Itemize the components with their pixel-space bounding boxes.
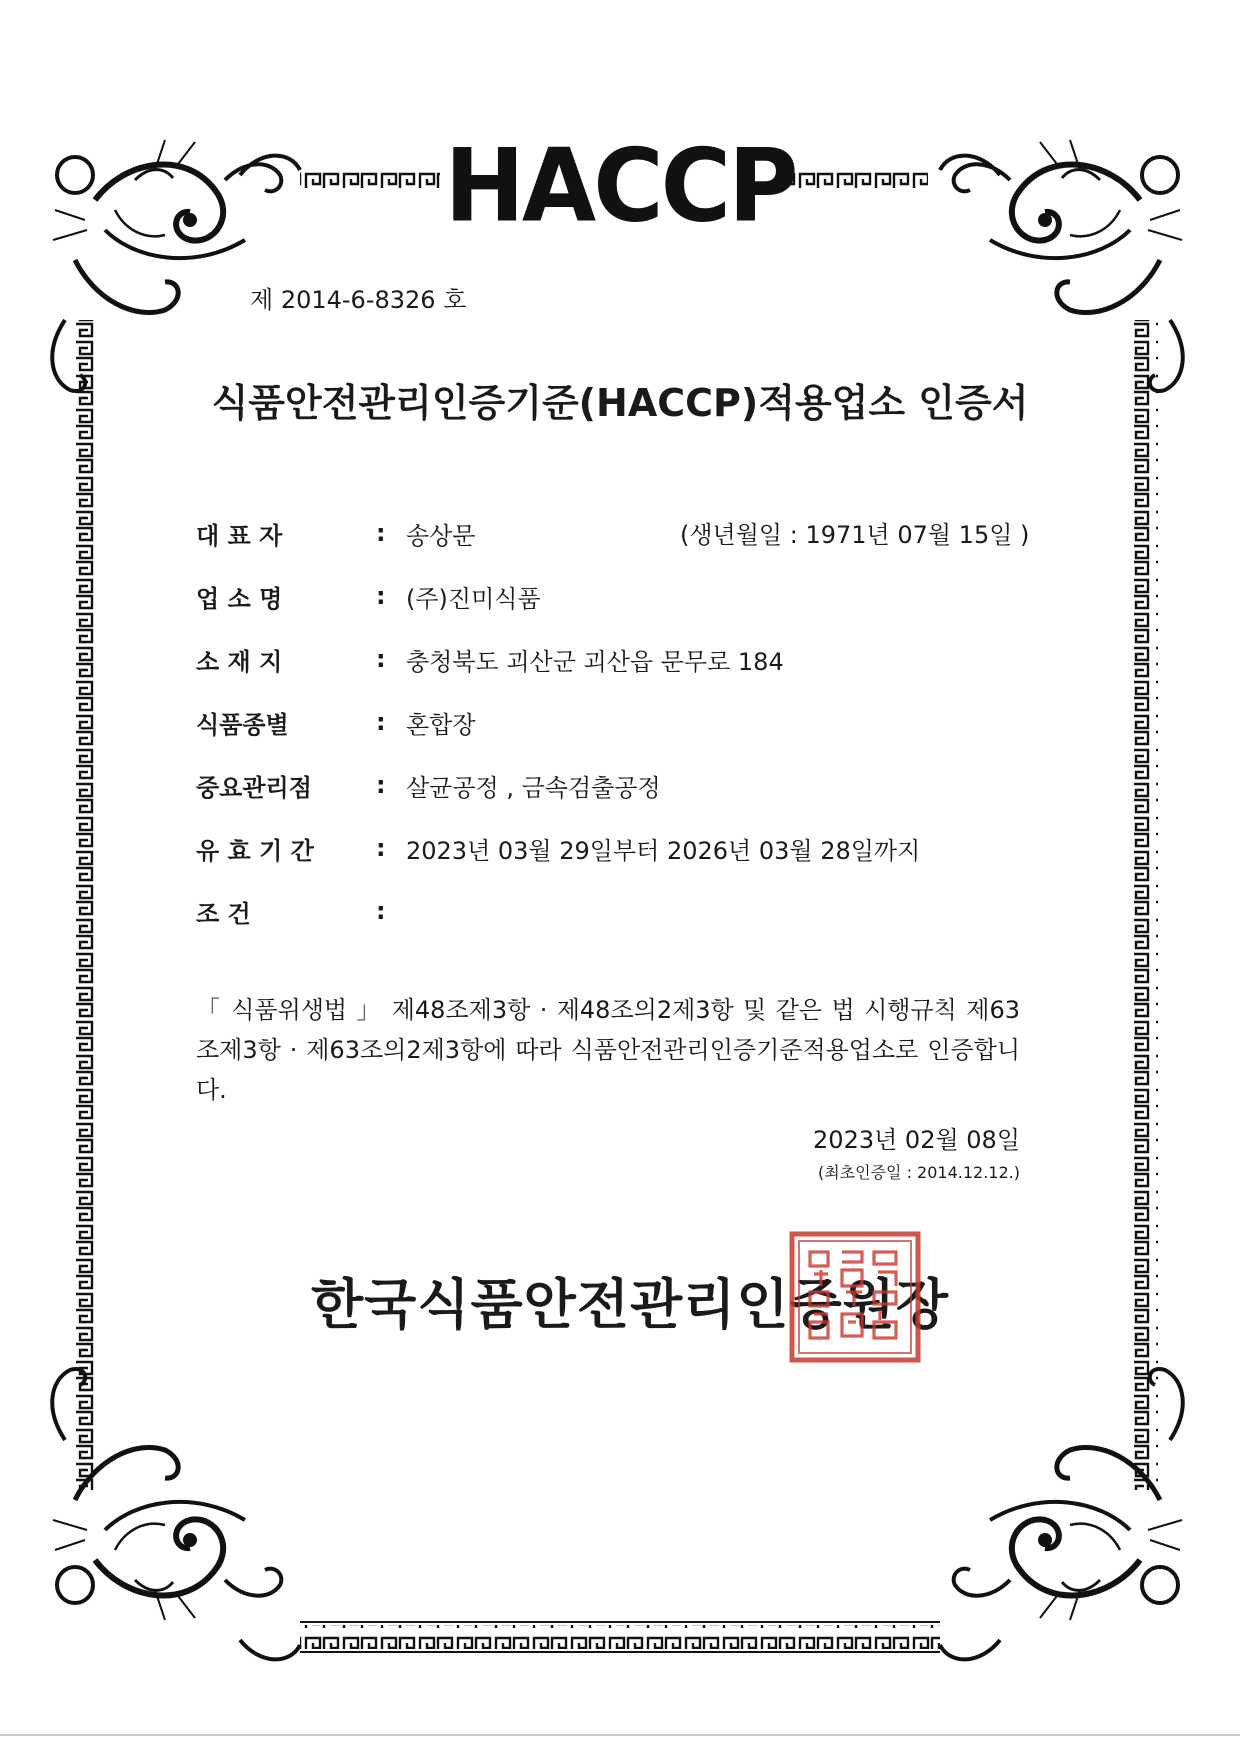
field-label: 소 재 지 (196, 647, 283, 676)
field-colon: : (376, 708, 386, 736)
certificate-number: 제 2014-6-8326 호 (250, 286, 467, 314)
field-row-representative (196, 515, 476, 551)
field-label: 조 건 (196, 899, 251, 928)
issuer-name: 한국식품안전관리인증원장 (311, 1273, 949, 1336)
field-colon: : (376, 519, 386, 547)
issue-date: 2023년 02월 08일 (813, 1126, 1020, 1154)
certification-statement: 「 식품위생법 」 제48조제3항 · 제48조의2제3항 및 같은 법 시행규칙 제63조제3항 · 제63조의2제3항에 따라 식품안전관리인증기준적용업소로 인증합니다. (196, 996, 1020, 1104)
certificate-title: 식품안전관리인증기준(HACCP)적용업소 인증서 (211, 381, 1029, 425)
field-label: 유 효 기 간 (196, 836, 314, 865)
field-row-business-name (196, 578, 541, 614)
field-label: 업 소 명 (196, 584, 283, 613)
field-value: 송상문 (406, 521, 476, 550)
official-seal (788, 1230, 922, 1364)
field-row-conditions (196, 893, 406, 929)
field-label: 중요관리점 (196, 773, 312, 802)
field-colon: : (376, 771, 386, 799)
field-colon: : (376, 897, 386, 925)
field-colon: : (376, 645, 386, 673)
field-value: 살균공정 , 금속검출공정 (406, 773, 661, 802)
field-value: 충청북도 괴산군 괴산읍 문무로 184 (406, 647, 784, 676)
field-row-validity-period (196, 830, 920, 866)
haccp-logo: HACCP (444, 127, 796, 245)
birth-date-note: (생년월일 : 1971년 07월 15일 ) (680, 521, 1030, 549)
field-colon: : (376, 582, 386, 610)
field-row-address (196, 641, 784, 677)
field-value: (주)진미식품 (406, 584, 541, 613)
field-row-food-type (196, 704, 476, 740)
first-certification-date: (최초인증일 : 2014.12.12.) (817, 1163, 1020, 1182)
field-label: 대 표 자 (196, 521, 283, 550)
field-row-critical-control-point (196, 767, 661, 803)
field-label: 식품종별 (196, 710, 289, 739)
field-value: 2023년 03월 29일부터 2026년 03월 28일까지 (406, 836, 921, 865)
field-colon: : (376, 834, 386, 862)
field-value: 혼합장 (406, 710, 476, 739)
